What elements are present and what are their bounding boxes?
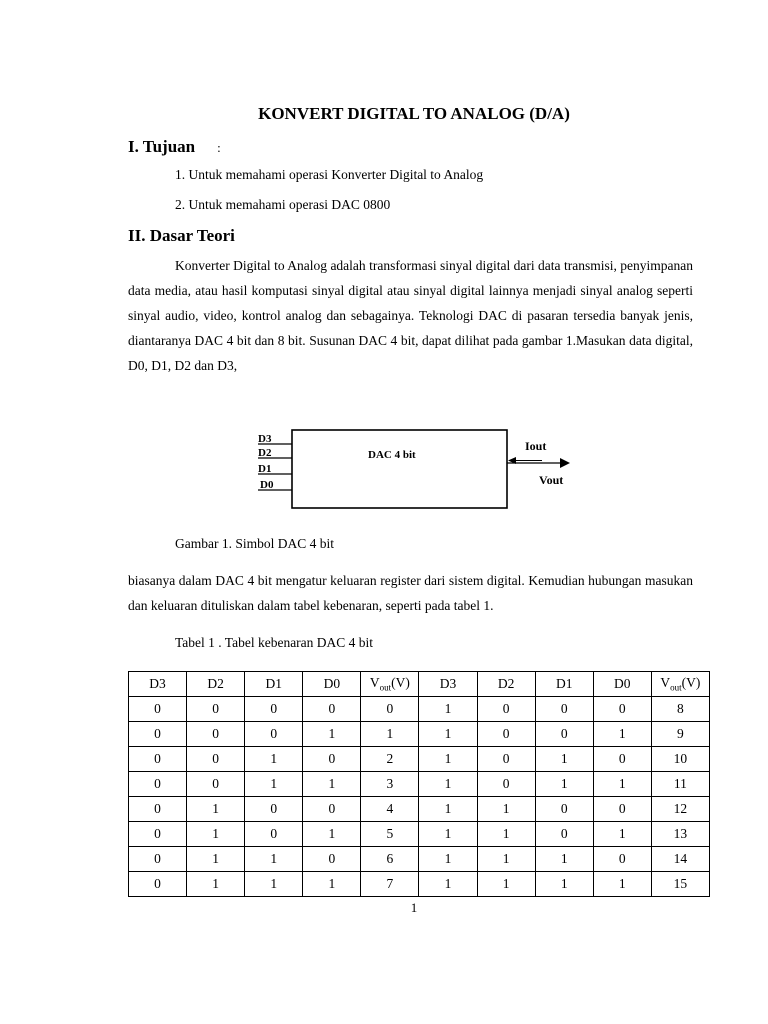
table-cell: 10 — [651, 747, 709, 772]
table-cell: 1 — [419, 772, 477, 797]
table-cell: 0 — [303, 697, 361, 722]
section-heading-tujuan — [128, 137, 221, 157]
table-cell: 2 — [361, 747, 419, 772]
table-row — [129, 822, 710, 847]
table-cell: 0 — [535, 697, 593, 722]
dac-block-label: DAC 4 bit — [368, 449, 416, 461]
table-cell: 1 — [419, 722, 477, 747]
table-cell: 1 — [419, 747, 477, 772]
table-cell: 5 — [361, 822, 419, 847]
truth-table-header-cell: $V_{out}(V)$ — [651, 672, 709, 697]
table-cell: 1 — [187, 797, 245, 822]
table-cell: 1 — [535, 847, 593, 872]
table-cell: 1 — [477, 872, 535, 897]
table-cell: 1 — [303, 722, 361, 747]
output-label-iout: Iout — [525, 439, 547, 453]
table-cell: 1 — [535, 747, 593, 772]
section-heading-dasar-teori: II. Dasar Teori — [128, 226, 235, 245]
table-row — [129, 747, 710, 772]
page-number: 1 — [410, 900, 418, 915]
table-cell: 0 — [303, 797, 361, 822]
section-heading-colon: : — [217, 140, 221, 155]
truth-table-header-cell: D0 — [593, 672, 651, 697]
output-label-vout: Vout — [539, 473, 564, 487]
table-cell: 1 — [245, 772, 303, 797]
table-cell: 7 — [361, 872, 419, 897]
table-cell: 0 — [477, 697, 535, 722]
truth-table-header-cell: D1 — [245, 672, 303, 697]
table-cell: 9 — [651, 722, 709, 747]
table-cell: 1 — [187, 872, 245, 897]
table-row — [129, 772, 710, 797]
table-cell: 0 — [245, 797, 303, 822]
table-cell: 0 — [535, 797, 593, 822]
table-cell: 0 — [245, 822, 303, 847]
truth-table-header-cell: $V_{out}(V)$ — [361, 672, 419, 697]
dac-symbol-diagram — [250, 418, 580, 520]
truth-table-header-cell: D3 — [129, 672, 187, 697]
table-cell: 0 — [129, 872, 187, 897]
theory-paragraph-1-text: Konverter Digital to Analog adalah transformasi sinyal digital dari data transmisi, penyimpanan data media, atau hasil komputasi sinyal digital atau sinyal digital lainnya menjadi sinyal analog seperti sinyal audio, video, kontrol analog dan sebagainya. Teknologi DAC di pasaran tersedia banyak jenis, diantaranya DAC 4 bit dan 8 bit. Susunan DAC 4 bit, dapat dilihat pada gambar 1.Masukan data digital, D0, D1, D2 dan D3, — [128, 258, 693, 373]
table-cell: 0 — [187, 722, 245, 747]
table-row — [129, 872, 710, 897]
table-cell: 11 — [651, 772, 709, 797]
table-cell: 1 — [535, 772, 593, 797]
table-cell: 0 — [187, 772, 245, 797]
table-cell: 15 — [651, 872, 709, 897]
table-cell: 1 — [245, 872, 303, 897]
document-title: KONVERT DIGITAL TO ANALOG (D/A) — [258, 104, 570, 123]
table-cell: 1 — [419, 822, 477, 847]
theory-paragraph-2: biasanya dalam DAC 4 bit mengatur keluaran register dari sistem digital. Kemudian hubungan masukan dan keluaran dituliskan dalam tabel kebenaran, seperti pada tabel 1. — [128, 573, 693, 613]
input-label-d3: D3 — [258, 433, 272, 445]
table-cell: 13 — [651, 822, 709, 847]
truth-table-header-cell: D2 — [477, 672, 535, 697]
table-cell: 1 — [245, 747, 303, 772]
table-cell: 0 — [535, 722, 593, 747]
table-cell: 0 — [245, 722, 303, 747]
output-arrow-right — [560, 458, 570, 468]
table-cell: 0 — [129, 772, 187, 797]
table-cell: 0 — [303, 747, 361, 772]
table-cell: 4 — [361, 797, 419, 822]
table-cell: 1 — [419, 847, 477, 872]
table-cell: 12 — [651, 797, 709, 822]
table-cell: 0 — [129, 747, 187, 772]
table-cell: 0 — [477, 722, 535, 747]
table-cell: 1 — [593, 722, 651, 747]
table-row — [129, 797, 710, 822]
table-cell: 1 — [593, 772, 651, 797]
truth-table-body — [129, 672, 710, 897]
input-label-d2: D2 — [258, 447, 272, 459]
theory-paragraph-1 — [128, 253, 693, 378]
truth-table-header-cell: D2 — [187, 672, 245, 697]
table-cell: 6 — [361, 847, 419, 872]
table-row — [129, 697, 710, 722]
dac-symbol-figure — [250, 418, 580, 520]
input-label-d1: D1 — [258, 463, 272, 475]
objective-item-1: 1. Untuk memahami operasi Konverter Digital to Analog — [175, 167, 484, 182]
truth-table-header-cell: D1 — [535, 672, 593, 697]
table-row — [129, 722, 710, 747]
section-heading-text: I. Tujuan — [128, 137, 196, 156]
table-cell: 0 — [187, 697, 245, 722]
truth-table-header-row — [129, 672, 710, 697]
table-cell: 0 — [535, 822, 593, 847]
table-cell: 0 — [477, 747, 535, 772]
table-cell: 1 — [419, 872, 477, 897]
input-label-d0: D0 — [260, 479, 274, 491]
table-cell: 1 — [187, 822, 245, 847]
table-cell: 0 — [187, 747, 245, 772]
figure-caption: Gambar 1. Simbol DAC 4 bit — [175, 536, 334, 551]
table-cell: 0 — [477, 772, 535, 797]
table-cell: 1 — [187, 847, 245, 872]
table-cell: 0 — [593, 747, 651, 772]
table-cell: 0 — [129, 797, 187, 822]
table-cell: 1 — [477, 797, 535, 822]
dac-block — [292, 430, 507, 508]
table-cell: 1 — [477, 822, 535, 847]
table-cell: 0 — [303, 847, 361, 872]
table-cell: 1 — [361, 722, 419, 747]
table-cell: 0 — [593, 847, 651, 872]
table-cell: 0 — [129, 722, 187, 747]
objective-item-2: 2. Untuk memahami operasi DAC 0800 — [175, 197, 391, 212]
table-cell: 8 — [651, 697, 709, 722]
table-cell: 1 — [419, 797, 477, 822]
table-cell: 1 — [593, 872, 651, 897]
truth-table-header-cell: D0 — [303, 672, 361, 697]
table-cell: 0 — [593, 797, 651, 822]
table-cell: 1 — [535, 872, 593, 897]
table-cell: 0 — [129, 697, 187, 722]
table-cell: 1 — [419, 697, 477, 722]
table-cell: 1 — [303, 772, 361, 797]
table-cell: 1 — [303, 872, 361, 897]
table-cell: 0 — [129, 822, 187, 847]
truth-table-header-cell: D3 — [419, 672, 477, 697]
table-cell: 0 — [245, 697, 303, 722]
table-cell: 14 — [651, 847, 709, 872]
table-row — [129, 847, 710, 872]
table-cell: 1 — [245, 847, 303, 872]
table-cell: 0 — [593, 697, 651, 722]
table-cell: 0 — [361, 697, 419, 722]
truth-table — [128, 671, 710, 897]
table-cell: 3 — [361, 772, 419, 797]
table-cell: 1 — [477, 847, 535, 872]
table-caption: Tabel 1 . Tabel kebenaran DAC 4 bit — [175, 635, 374, 650]
table-cell: 1 — [303, 822, 361, 847]
table-cell: 1 — [593, 822, 651, 847]
table-cell: 0 — [129, 847, 187, 872]
